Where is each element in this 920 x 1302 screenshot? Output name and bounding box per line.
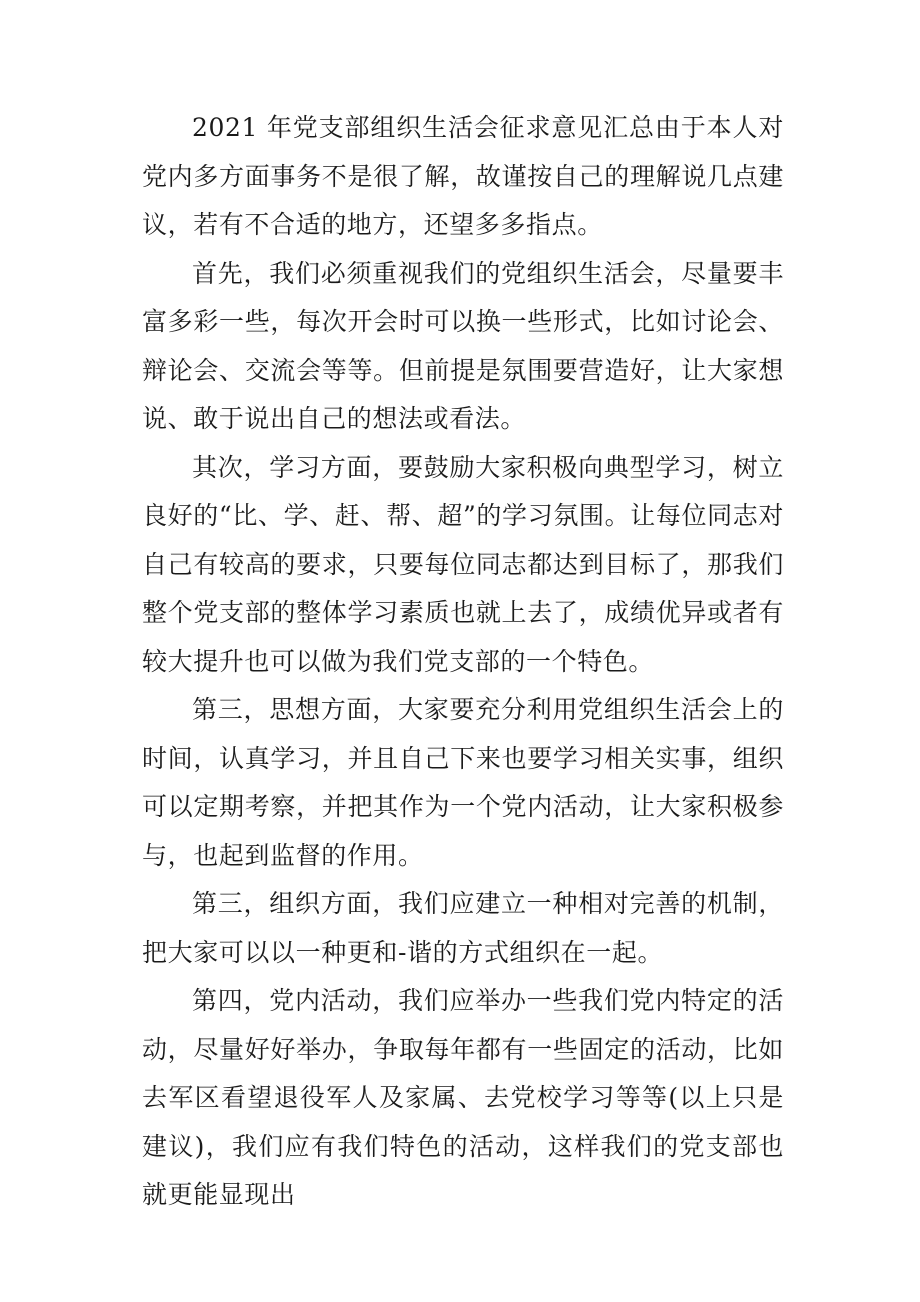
- document-body: [142, 104, 784, 1220]
- paragraph-third-organization: 第三，组织方面，我们应建立一种相对完善的机制，把大家可以以一种更和-谐的方式组织在一起。: [142, 889, 784, 967]
- paragraph-first: 首先，我们必须重视我们的党组织生活会，尽量要丰富多彩一些，每次开会时可以换一些形式，比如讨论会、辩论会、交流会等等。但前提是氛围要营造好，让大家想说、敢于说出自己的想法或看法。: [142, 258, 784, 433]
- paragraph-second: 其次，学习方面，要鼓励大家积极向典型学习，树立良好的“比、学、赶、帮、超”的学习氛围。让每位同志对自己有较高的要求，只要每位同志都达到目标了，那我们整个党支部的整体学习素质也就上去了，成绩优异或者有较大提升也可以做为我们党支部的一个特色。: [142, 452, 784, 676]
- paragraph-fourth: 第四，党内活动，我们应举办一些我们党内特定的活动，尽量好好举办，争取每年都有一些固定的活动，比如去军区看望退役军人及家属、去党校学习等等(以上只是建议)，我们应有我们特色的活动，这样我们的党支部也就更能显现出: [142, 986, 784, 1209]
- paragraph-intro: 2021 年党支部组织生活会征求意见汇总由于本人对党内多方面事务不是很了解，故谨按自己的理解说几点建议，若有不合适的地方，还望多多指点。: [142, 113, 784, 239]
- paragraph-third-thought: 第三，思想方面，大家要充分利用党组织生活会上的时间，认真学习，并且自己下来也要学习相关实事，组织可以定期考察，并把其作为一个党内活动，让大家积极参与，也起到监督的作用。: [142, 695, 784, 870]
